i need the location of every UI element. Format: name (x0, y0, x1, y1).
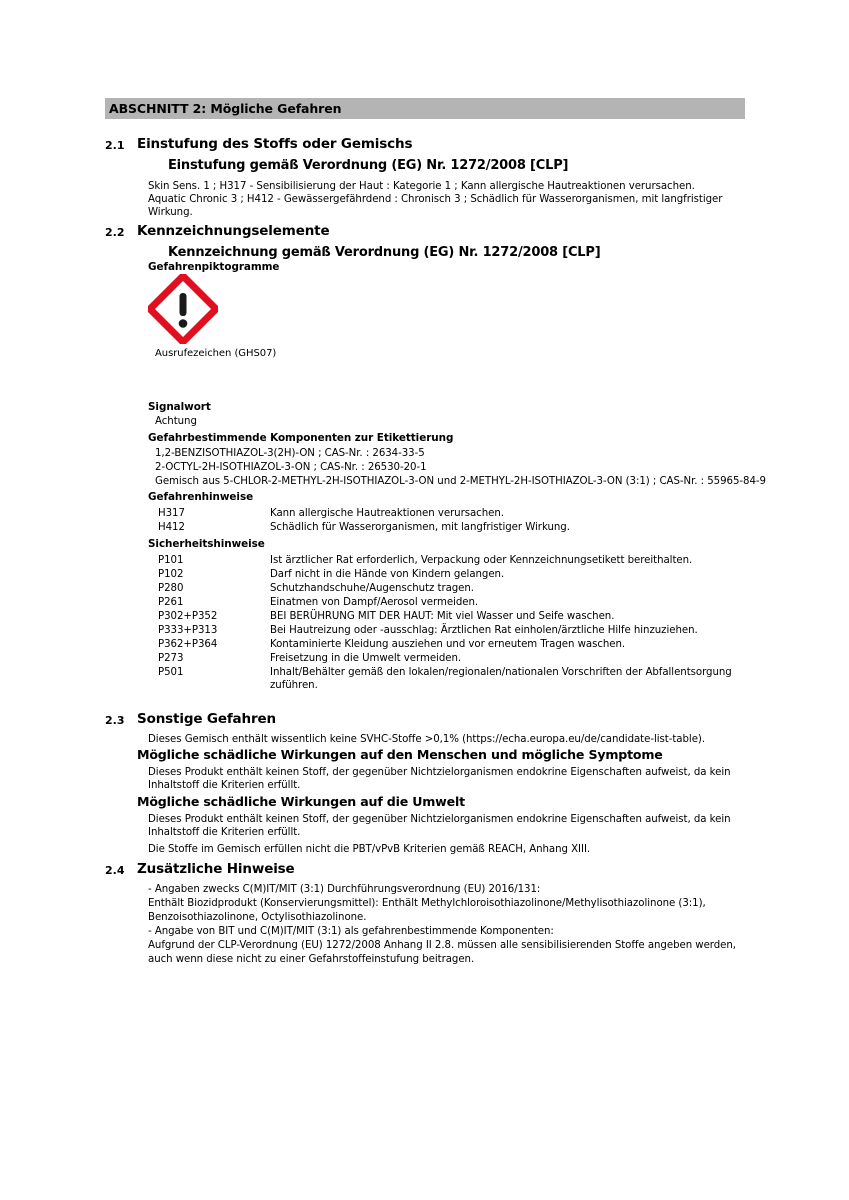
precautionary-statements-label: Sicherheitshinweise (148, 538, 265, 550)
hazard-text: Kann allergische Hautreaktionen verursachen. (270, 508, 504, 519)
precaution-text: Darf nicht in die Hände von Kindern gelangen. (270, 569, 505, 580)
svhc-statement: Dieses Gemisch enthält wissentlich keine SVHC-Stoffe >0,1% (https://echa.europa.eu/de/candidate-list-table). (148, 734, 706, 745)
component-item: Gemisch aus 5-CHLOR-2-METHYL-2H-ISOTHIAZOL-3-ON und 2-METHYL-2H-ISOTHIAZOL-3-ON (3:1) ; CAS-Nr. : 55965-84-9 (155, 476, 766, 487)
hazard-statements-label: Gefahrenhinweise (148, 491, 254, 503)
pbt-vpvb-statement: Die Stoffe im Gemisch erfüllen nicht die PBT/vPvB Kriterien gemäß REACH, Anhang XIII. (148, 844, 591, 855)
precaution-text: Bei Hautreizung oder -ausschlag: Ärztlichen Rat einholen/ärztliche Hilfe hinzuziehen. (270, 625, 698, 636)
precaution-statement-row (158, 582, 758, 595)
precaution-statement-row (158, 568, 758, 581)
signal-word-label: Signalwort (148, 401, 211, 413)
precaution-code: P333+P313 (158, 625, 218, 636)
precaution-statement-row (158, 554, 758, 567)
ghs07-exclamation-mark-icon (148, 274, 218, 344)
precaution-statement-row (158, 610, 758, 623)
precaution-statement-row (158, 666, 748, 693)
section-number-2-4: 2.4 (105, 864, 125, 877)
precaution-text: BEI BERÜHRUNG MIT DER HAUT: Mit viel Wasser und Seife waschen. (270, 611, 615, 622)
environment-effects-text: Dieses Produkt enthält keinen Stoff, der gegenüber Nichtzielorganismen endokrine Eigenschaften aufweist, da kein Inhaltstoff die Kriterien erfüllt. (148, 814, 731, 839)
subheading-human-effects: Mögliche schädliche Wirkungen auf den Menschen und mögliche Symptome (137, 747, 663, 762)
subsection-title-clp-labelling: Kennzeichnung gemäß Verordnung (EG) Nr. 1272/2008 [CLP] (168, 245, 601, 260)
section-number-2-2: 2.2 (105, 226, 125, 239)
pictogram-caption: Ausrufezeichen (GHS07) (155, 348, 277, 359)
additional-note-1-line-1: - Angaben zwecks C(M)IT/MIT (3:1) Durchführungsverordnung (EU) 2016/131: (148, 884, 541, 895)
human-effects-text: Dieses Produkt enthält keinen Stoff, der gegenüber Nichtzielorganismen endokrine Eigenschaften aufweist, da kein Inhaltstoff die Kriterien erfüllt. (148, 767, 731, 792)
hazard-statement-row (158, 521, 758, 534)
precaution-code: P362+P364 (158, 639, 218, 650)
hazard-statement-row (158, 507, 758, 520)
section-banner-title: ABSCHNITT 2: Mögliche Gefahren (109, 101, 342, 116)
precaution-text: Schutzhandschuhe/Augenschutz tragen. (270, 583, 474, 594)
classification-line-skin-sens: Skin Sens. 1 ; H317 - Sensibilisierung der Haut : Kategorie 1 ; Kann allergische Hautreaktionen verursachen. (148, 181, 695, 192)
precaution-code: P261 (158, 597, 184, 608)
precaution-code: P102 (158, 569, 184, 580)
precaution-text: Inhalt/Behälter gemäß den lokalen/regionalen/nationalen Vorschriften der Abfallentsorgung zuführen. (270, 667, 732, 692)
components-label: Gefahrbestimmende Komponenten zur Etikettierung (148, 432, 454, 444)
precaution-statement-row (158, 638, 758, 651)
section-title-2-2: Kennzeichnungselemente (137, 223, 330, 239)
hazard-code: H412 (158, 522, 185, 533)
precaution-code: P501 (158, 667, 184, 678)
precaution-text: Einatmen von Dampf/Aerosol vermeiden. (270, 597, 479, 608)
precaution-code: P302+P352 (158, 611, 218, 622)
section-title-2-4: Zusätzliche Hinweise (137, 861, 295, 877)
precaution-code: P101 (158, 555, 184, 566)
section-banner (105, 98, 745, 119)
precaution-text: Kontaminierte Kleidung ausziehen und vor erneutem Tragen waschen. (270, 639, 626, 650)
hazard-text: Schädlich für Wasserorganismen, mit langfristiger Wirkung. (270, 522, 570, 533)
additional-note-2-line-2: Aufgrund der CLP-Verordnung (EU) 1272/2008 Anhang II 2.8. müssen alle sensibilisierenden Stoffe angeben werden, auch wenn diese nicht zu einer Gefahrstoffeinstufung beitragen. (148, 940, 736, 965)
section-number-2-3: 2.3 (105, 714, 125, 727)
classification-line-aquatic-chronic: Aquatic Chronic 3 ; H412 - Gewässergefährdend : Chronisch 3 ; Schädlich für Wasserorganismen, mit langfristiger Wirkung. (148, 194, 723, 219)
component-item: 1,2-BENZISOTHIAZOL-3(2H)-ON ; CAS-Nr. : 2634-33-5 (155, 448, 425, 459)
component-item: 2-OCTYL-2H-ISOTHIAZOL-3-ON ; CAS-Nr. : 26530-20-1 (155, 462, 427, 473)
section-title-2-1: Einstufung des Stoffs oder Gemischs (137, 136, 413, 152)
precaution-statement-row (158, 596, 758, 609)
precaution-code: P280 (158, 583, 184, 594)
section-number-2-1: 2.1 (105, 139, 125, 152)
precaution-statement-row (158, 624, 758, 637)
subheading-environment-effects: Mögliche schädliche Wirkungen auf die Umwelt (137, 794, 465, 809)
additional-note-2-line-1: - Angabe von BIT und C(M)IT/MIT (3:1) als gefahrenbestimmende Komponenten: (148, 926, 554, 937)
precaution-statement-row (158, 652, 758, 665)
signal-word-value: Achtung (155, 416, 197, 427)
hazard-code: H317 (158, 508, 185, 519)
pictograms-label: Gefahrenpiktogramme (148, 261, 280, 273)
section-title-2-3: Sonstige Gefahren (137, 711, 276, 727)
precaution-text: Freisetzung in die Umwelt vermeiden. (270, 653, 462, 664)
precaution-code: P273 (158, 653, 184, 664)
additional-note-1-line-2: Enthält Biozidprodukt (Konservierungsmittel): Enthält Methylchloroisothiazolinone/Methylisothiazolinone (3:1), Benzoisothiazolinone, Octylisothiazolinone. (148, 898, 706, 923)
subsection-title-clp-classification: Einstufung gemäß Verordnung (EG) Nr. 1272/2008 [CLP] (168, 158, 569, 173)
precaution-text: Ist ärztlicher Rat erforderlich, Verpackung oder Kennzeichnungsetikett bereithalten. (270, 555, 693, 566)
